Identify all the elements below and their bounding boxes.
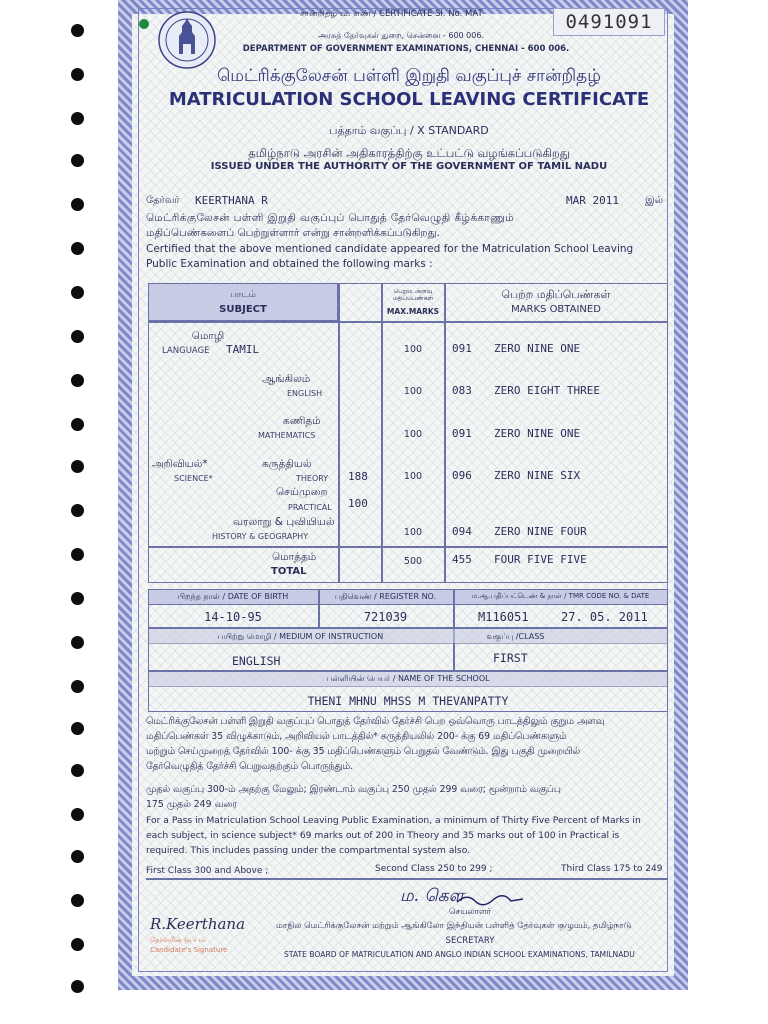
- note-tamil-6: 175 முதல் 249 வரை: [146, 799, 237, 810]
- certificate-number: 0491091: [553, 8, 665, 36]
- binder-hole: [71, 460, 84, 473]
- theory-max: 188: [348, 470, 368, 483]
- certificate-number-label: சான்றிதழ் வ. எண் / CERTIFICATE Sl. No. MAT: [300, 9, 483, 19]
- binder-hole: [71, 764, 84, 777]
- binder-hole: [71, 374, 84, 387]
- binder-hole: [71, 938, 84, 951]
- note-tamil-2: மதிப்பெண்கள் 35 விழுக்காடும், அறிவியல் பாடத்தில்* கருத்தியலில் 200- க்கு 69 மதிப்பெண்களும்: [146, 731, 567, 742]
- note-english-3: required. This includes passing under the compartmental system also.: [146, 845, 471, 856]
- binder-hole: [71, 286, 84, 299]
- tmr-date: 27. 05. 2011: [561, 610, 648, 624]
- subject-head-tamil: பாடம்: [230, 290, 256, 300]
- dob-label: பிறந்த நாள் / DATE OF BIRTH: [177, 592, 289, 601]
- subject-head-english: SUBJECT: [219, 304, 267, 315]
- candidate-prefix: தேர்வர்: [146, 195, 180, 206]
- total-tamil: மொத்தம்: [272, 551, 317, 563]
- english-label: ENGLISH: [287, 389, 323, 398]
- col-divider-1: [338, 283, 340, 583]
- science-label: SCIENCE*: [174, 474, 213, 483]
- total-divider: [148, 546, 668, 548]
- obtained-num-5: 094: [452, 525, 472, 538]
- obtained-num-1: 091: [452, 342, 472, 355]
- max-marks-4: 100: [403, 471, 423, 482]
- theory-tamil: கருத்தியல்: [262, 458, 312, 470]
- certify-tamil-1: மெட்ரிக்குலேசன் பள்ளி இறுதி வகுப்புப் பொதுத் தேர்வெழுதி கீழ்க்காணும்: [146, 212, 515, 224]
- binder-hole: [71, 722, 84, 735]
- language-value: TAMIL: [226, 343, 260, 356]
- obtained-words-2: ZERO EIGHT THREE: [494, 384, 600, 397]
- candidate-signature: R.Keerthana: [150, 915, 246, 933]
- class-value: FIRST: [493, 651, 528, 665]
- binder-hole: [71, 548, 84, 561]
- department-english: DEPARTMENT OF GOVERNMENT EXAMINATIONS, CHENNAI - 600 006.: [242, 44, 570, 54]
- science-tamil: அறிவியல்*: [152, 458, 208, 470]
- department-tamil: அரசுத் தேர்வுகள் துறை, சென்னை - 600 006.: [318, 31, 484, 40]
- binder-hole: [71, 24, 84, 37]
- max-marks-5: 100: [403, 527, 423, 538]
- practical-tamil: செய்முறை: [276, 486, 328, 498]
- second-class-note: Second Class 250 to 299 ;: [375, 864, 493, 874]
- signature-flourish: [455, 892, 525, 906]
- max-marks-2: 100: [403, 386, 423, 397]
- obtained-num-3: 091: [452, 427, 472, 440]
- total-label: TOTAL: [271, 566, 307, 577]
- title-tamil: மெட்ரிக்குலேசன் பள்ளி இறுதி வகுப்புச் சான்றிதழ்: [217, 66, 601, 86]
- max-head-english: MAX.MARKS: [386, 307, 440, 316]
- third-class-note: Third Class 175 to 249: [561, 864, 663, 874]
- class-label: வகுப்பு /CLASS: [486, 632, 545, 641]
- obtained-num-4: 096: [452, 469, 472, 482]
- tmr-code: M116051: [478, 610, 529, 624]
- binder-hole: [71, 592, 84, 605]
- school-value: THENI MHNU MHSS M THEVANPATTY: [307, 694, 509, 708]
- obtained-words-1: ZERO NINE ONE: [494, 342, 581, 355]
- binder-hole: [71, 808, 84, 821]
- history-label: HISTORY & GEOGRAPHY: [212, 532, 309, 541]
- note-tamil-1: மெட்ரிக்குலேசன் பள்ளி இறுதி வகுப்புப் பொதுத் தேர்வில் தேர்ச்சி பெற ஒவ்வொரு பாடத்திலும் குறும அளவு: [146, 716, 605, 727]
- maths-tamil: கணிதம்: [283, 415, 321, 427]
- practical-max: 100: [348, 497, 368, 510]
- register-label: பதிவெண் / REGISTER NO.: [334, 592, 437, 601]
- exam-session: MAR 2011: [566, 194, 619, 207]
- authority-tamil: தமிழ்நாடு அரசின் அதிகாரத்திற்கு உட்பட்டு வழங்கப்படுகிறது: [248, 146, 570, 160]
- green-dot: [139, 19, 149, 29]
- theory-label: THEORY: [296, 474, 329, 483]
- obtained-words-total: FOUR FIVE FIVE: [494, 553, 587, 566]
- candidate-sign-label-english: Candidate's Signature: [150, 946, 228, 954]
- binder-hole: [71, 980, 84, 993]
- dob-value: 14-10-95: [204, 610, 262, 624]
- board-tamil: மாநில மெட்ரிக்குலேசன் மற்றும் ஆங்கிலோ இந்தியன் பள்ளித் தேர்வுகள் குழுமம், தமிழ்நாடு: [276, 921, 632, 931]
- candidate-sign-label-tamil: தேர்வரின் ஒப்பம்: [150, 936, 206, 944]
- binder-hole: [71, 894, 84, 907]
- binder-hole: [71, 242, 84, 255]
- secretary-english: SECRETARY: [445, 936, 495, 946]
- obtained-words-3: ZERO NINE ONE: [494, 427, 581, 440]
- authority-english: ISSUED UNDER THE AUTHORITY OF THE GOVERNMENT OF TAMIL NADU: [210, 161, 608, 172]
- binder-hole: [71, 68, 84, 81]
- practical-label: PRACTICAL: [288, 503, 332, 512]
- binder-hole: [71, 680, 84, 693]
- binder-hole: [71, 636, 84, 649]
- english-tamil: ஆங்கிலம்: [262, 373, 311, 385]
- language-label: LANGUAGE: [162, 346, 210, 356]
- binder-hole: [71, 112, 84, 125]
- header-divider: [148, 321, 668, 323]
- col-divider-3: [444, 283, 446, 583]
- binder-hole: [71, 418, 84, 431]
- certify-tamil-2: மதிப்பெண்களைப் பெற்றுள்ளார் என்று சான்றளிக்கப்படுகிறது.: [146, 227, 441, 239]
- title-english: MATRICULATION SCHOOL LEAVING CERTIFICATE: [168, 89, 650, 110]
- notes-divider: [146, 878, 668, 880]
- subject-header: [148, 283, 338, 321]
- obtained-num-total: 455: [452, 553, 472, 566]
- standard-label: பத்தாம் வகுப்பு / X STANDARD: [329, 124, 489, 137]
- secretary-tamil: செயலாளர்: [448, 907, 492, 917]
- max-marks-1: 100: [403, 344, 423, 355]
- binder-hole: [71, 504, 84, 517]
- secretary-signature: ம. கௌ: [400, 886, 464, 906]
- history-tamil: வரலாறு & புவியியல்: [233, 516, 335, 528]
- max-marks-3: 100: [403, 429, 423, 440]
- obtained-head-tamil: பெற்ற மதிப்பெண்கள்: [501, 288, 611, 301]
- note-english-2: each subject, in science subject* 69 marks out of 200 in Theory and 35 marks out of 100 in Practical is: [146, 830, 620, 841]
- obtained-words-5: ZERO NINE FOUR: [494, 525, 587, 538]
- maths-label: MATHEMATICS: [258, 431, 316, 440]
- medium-label: பயிற்று மொழி / MEDIUM OF INSTRUCTION: [217, 632, 384, 641]
- obtained-words-4: ZERO NINE SIX: [494, 469, 581, 482]
- first-class-note: First Class 300 and Above ;: [146, 866, 269, 876]
- tmr-label: ம.ஆ.பதிப்பட்டெண் & நாள் / TMR CODE NO. & DATE: [471, 592, 650, 600]
- obtained-num-2: 083: [452, 384, 472, 397]
- certify-english-2: Public Examination and obtained the following marks :: [146, 258, 433, 270]
- max-head-tamil: பெறும அளவு மதிப்பெண்கள்: [392, 288, 434, 302]
- max-marks-total: 500: [403, 556, 423, 567]
- note-tamil-5: முதல் வகுப்பு 300-ம் அதற்கு மேலும்; இரண்டாம் வகுப்பு 250 முதல் 299 வரை; மூன்றாம் வகுப்பு: [146, 784, 561, 795]
- certify-english-1: Certified that the above mentioned candidate appeared for the Matriculation School Leaving: [146, 243, 634, 255]
- note-english-1: For a Pass in Matriculation School Leaving Public Examination, a minimum of Thirty Five Percent of Marks in: [146, 815, 641, 826]
- note-tamil-3: மற்றும் செய்முறைத் தேர்வில் 100- க்கு 35 மதிப்பெண்களும் பெறுதல் வேண்டும். இது பகுதி முறையில்: [146, 746, 581, 757]
- obtained-head-english: MARKS OBTAINED: [511, 304, 601, 315]
- binder-hole: [71, 154, 84, 167]
- binder-hole: [71, 330, 84, 343]
- binder-hole: [71, 198, 84, 211]
- tamil-nadu-emblem: [149, 10, 225, 70]
- note-tamil-4: தேர்வெழுதித் தேர்ச்சி பெறுவதற்கும் பொருந்தும்.: [146, 761, 354, 772]
- language-tamil: மொழி: [191, 330, 225, 342]
- binder-hole: [71, 850, 84, 863]
- in-tamil: இல்: [645, 195, 664, 206]
- register-value: 721039: [363, 610, 408, 624]
- school-label: பள்ளியின் பெயர் / NAME OF THE SCHOOL: [326, 674, 490, 683]
- medium-value: ENGLISH: [232, 654, 281, 668]
- candidate-name: KEERTHANA R: [195, 194, 268, 207]
- board-english: STATE BOARD OF MATRICULATION AND ANGLO INDIAN SCHOOL EXAMINATIONS, TAMILNADU: [284, 950, 635, 959]
